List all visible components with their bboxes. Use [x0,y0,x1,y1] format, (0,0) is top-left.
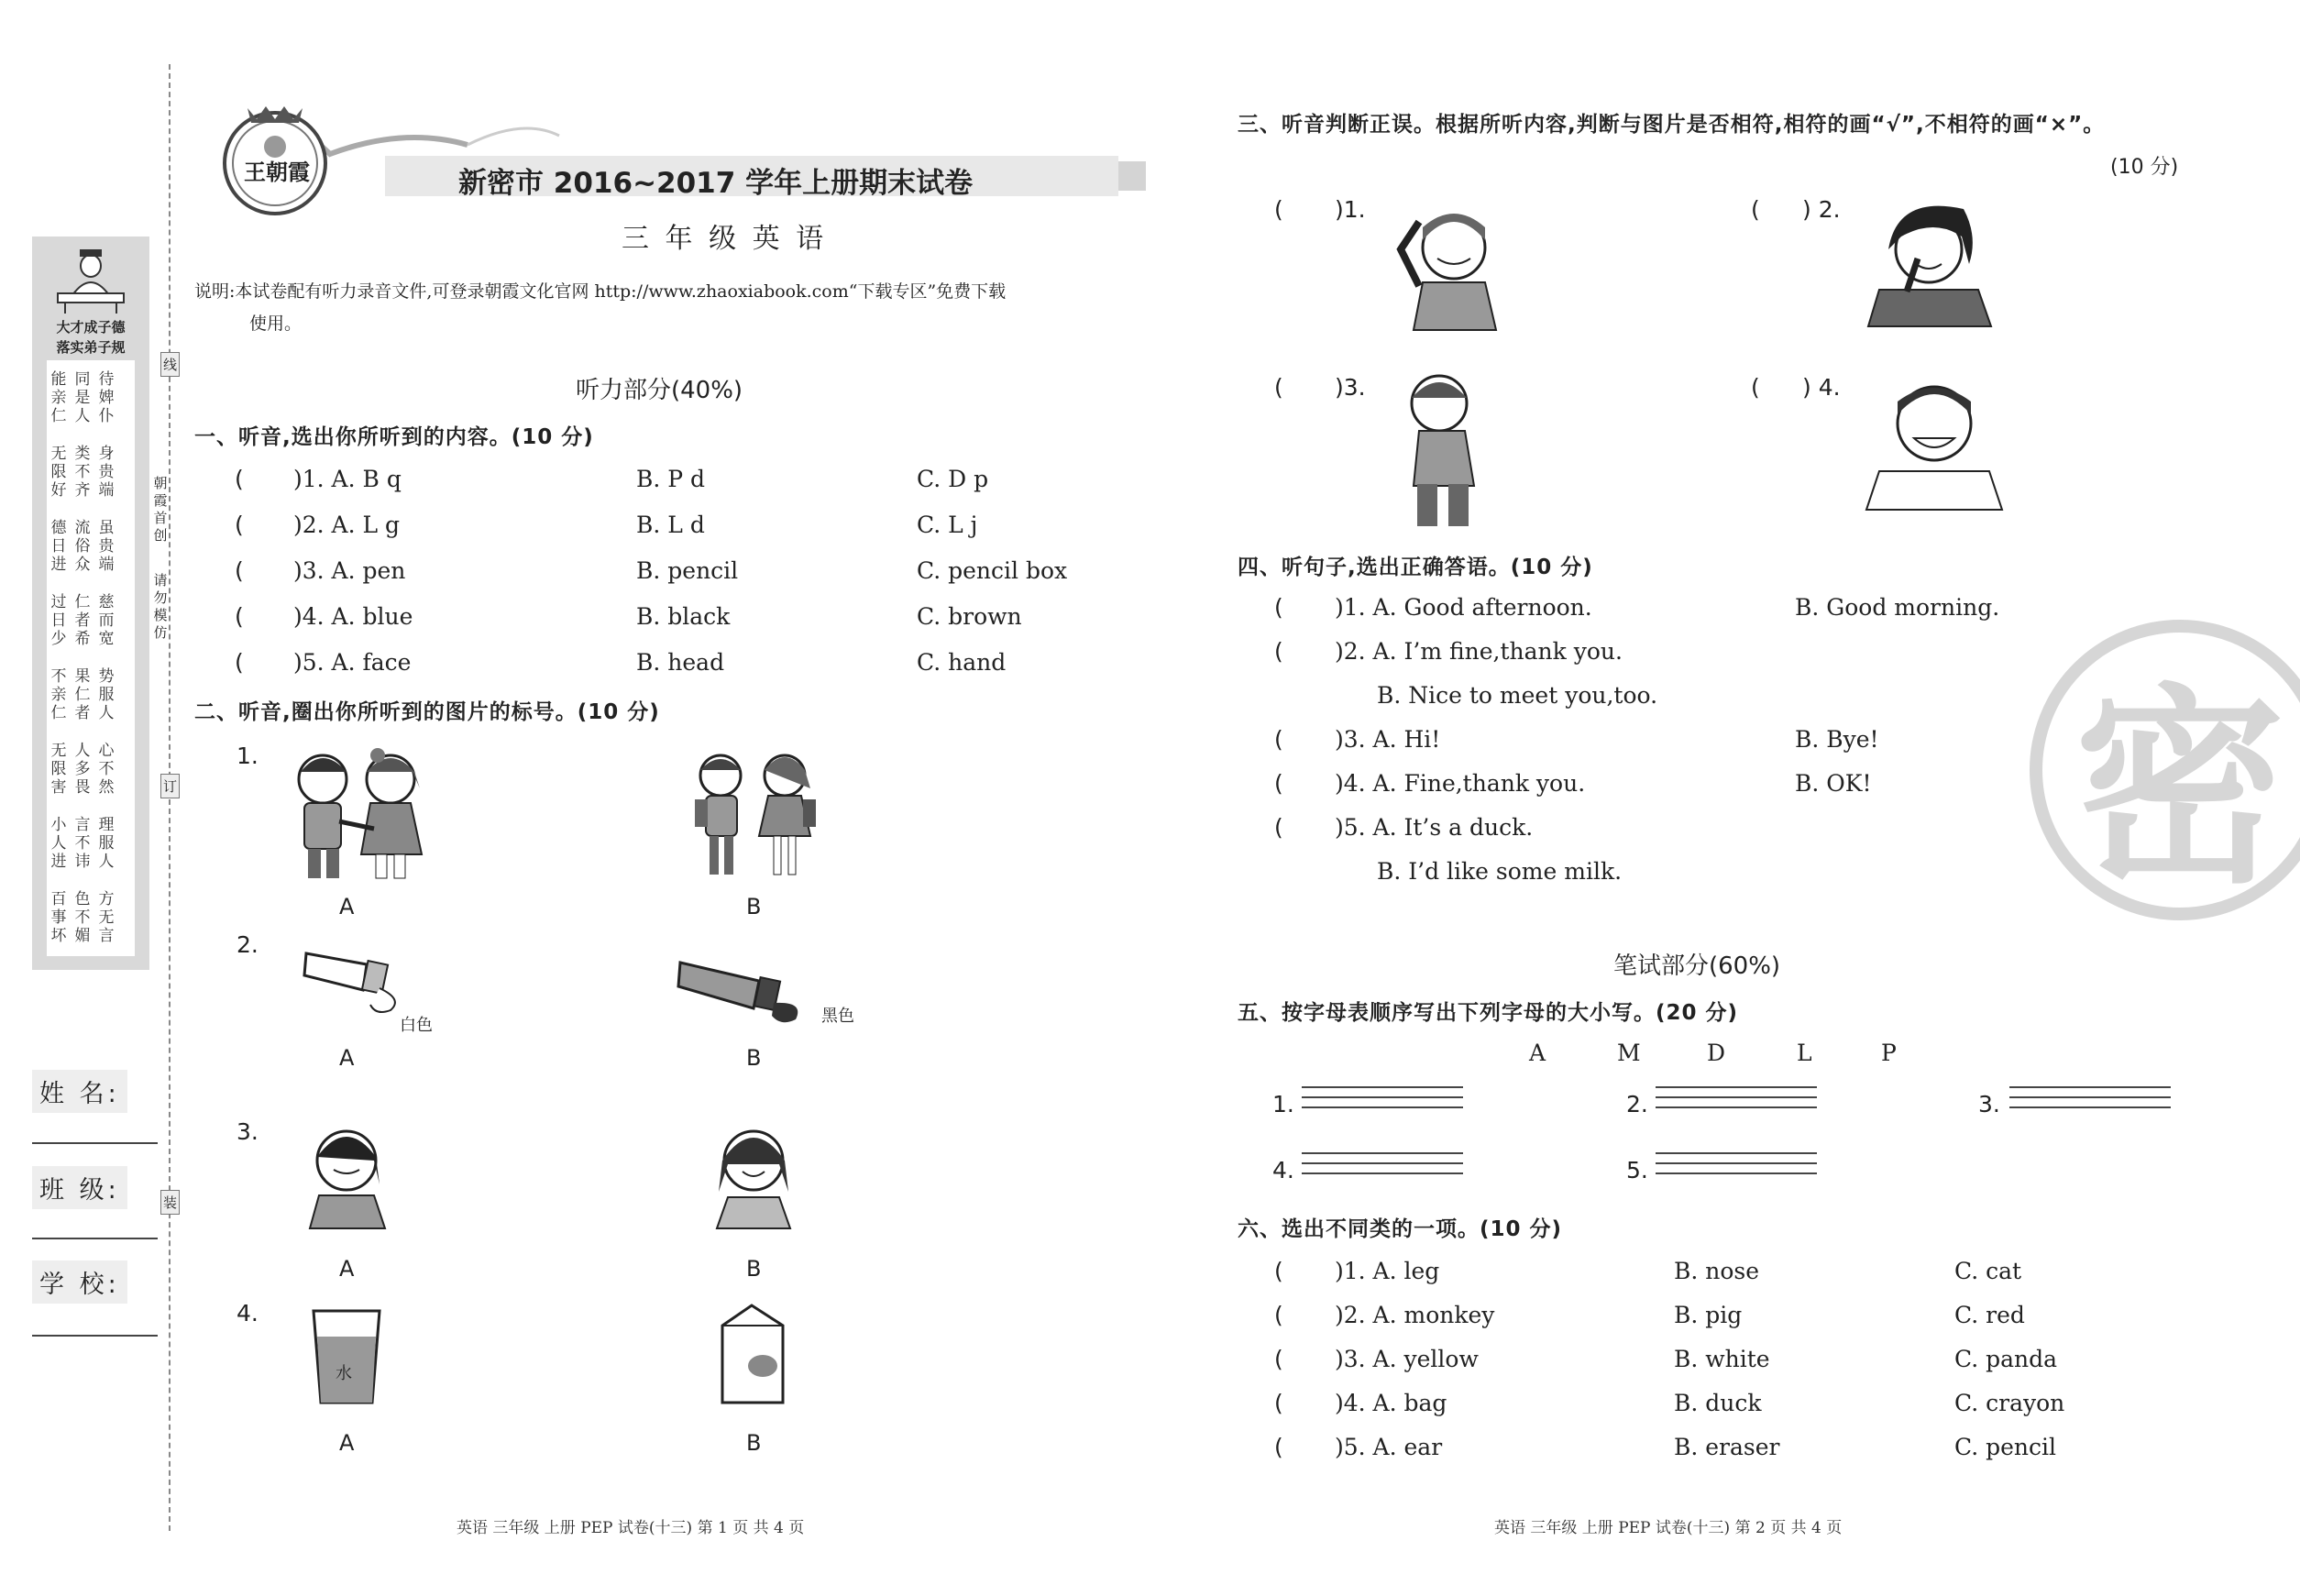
boy-touching-head-image [1382,194,1529,332]
class-label: 班 级: [32,1166,127,1209]
exam-note: 说明:本试卷配有听力录音文件,可登录朝霞文化官网 http://www.zhaoxiabook.com“下载专区”免费下载 [194,281,1007,302]
bind-mark-1: 线 [160,352,180,377]
writing-lines-3[interactable] [2009,1078,2171,1108]
name-field[interactable] [32,1142,158,1144]
part1-title: 一、听音,选出你所听到的内容。(10 分) [194,425,594,449]
part4-option-a: )2. A. I’m fine,thank you. [1335,638,1623,665]
black-paint-tube-image [677,953,814,1027]
part6-option-c: C. red [1954,1302,2025,1328]
part2-num-3: 3. [237,1118,259,1145]
part5-num-3: 3. [1978,1091,2000,1117]
part6-option-b: B. pig [1674,1302,1743,1328]
water-label: 水 [336,1364,352,1383]
boy-touching-nose-image [1861,191,1998,328]
handshake-kids-image [275,744,440,882]
part6-option-a: )2. A. monkey [1335,1302,1495,1328]
answer-bracket[interactable]: ( [1274,814,1283,841]
side-note-1: 朝 霞 首 创 [153,475,168,544]
name-label: 姓 名: [32,1070,127,1113]
part1-option-c: C. L j [917,512,978,538]
motto-text: 慈 而 宽 [98,593,115,648]
answer-bracket[interactable]: ( [1274,1258,1283,1284]
part1-option-a: )5. A. face [293,649,412,676]
part1-option-b: B. black [636,603,731,630]
part3-bracket-4[interactable]: ( [1751,374,1760,401]
part3-bracket-3[interactable]: ( [1274,374,1283,401]
part1-option-b: B. L d [636,512,705,538]
part5-num-2: 2. [1626,1091,1648,1117]
part2-q3-a[interactable]: A [339,1256,355,1282]
watermark-seal [2030,620,2300,920]
bind-mark-2: 订 [160,774,180,798]
answer-bracket[interactable]: ( [1274,594,1283,621]
part1-option-a: )2. A. L g [293,512,401,538]
answer-bracket[interactable]: ( [1274,1346,1283,1372]
part4-option-b: B. Nice to meet you,too. [1377,682,1658,709]
brand-logo: 王朝霞 [244,159,310,185]
part3-bracket-2[interactable]: ( [1751,196,1760,223]
watermark-seal-text: 密 [2074,666,2285,912]
motto-text: 理 服 人 [98,816,115,871]
answer-bracket[interactable]: ( [235,649,244,676]
answer-bracket[interactable]: ( [1274,1302,1283,1328]
class-field[interactable] [32,1238,158,1239]
part6-option-a: )1. A. leg [1335,1258,1440,1284]
answer-bracket[interactable]: ( [1274,770,1283,797]
footer-left: 英语 三年级 上册 PEP 试卷(十三) 第 1 页 共 4 页 [457,1519,805,1537]
part6-option-a: )3. A. yellow [1335,1346,1479,1372]
part6-option-c: C. crayon [1954,1390,2065,1416]
writing-lines-5[interactable] [1656,1144,1817,1174]
part2-q2-a[interactable]: A [339,1045,355,1071]
answer-bracket[interactable]: ( [1274,1434,1283,1460]
motto-text: 德 日 进 [50,519,67,574]
writing-lines-4[interactable] [1302,1144,1463,1174]
answer-bracket[interactable]: ( [1274,638,1283,665]
exam-subtitle: 三 年 级 英 语 [622,223,828,255]
answer-bracket[interactable]: ( [235,603,244,630]
part2-q1-b[interactable]: B [746,894,762,919]
motto-text: 过 日 少 [50,593,67,648]
part4-option-a: )4. A. Fine,thank you. [1335,770,1586,797]
part3-num-1: )1. [1335,196,1366,223]
part3-num-2: ) 2. [1802,196,1841,223]
boy-touching-knees-image [1382,367,1520,532]
answer-bracket[interactable]: ( [235,512,244,538]
school-label: 学 校: [32,1260,127,1304]
milk-carton-image [706,1302,798,1412]
exam-note-cont: 使用。 [249,314,303,334]
motto-text: 方 无 言 [98,890,115,945]
part6-option-c: C. panda [1954,1346,2058,1372]
part6-option-b: B. eraser [1674,1434,1780,1460]
part4-option-a: )5. A. It’s a duck. [1335,814,1534,841]
white-color-label: 白色 [400,1016,433,1035]
part1-option-a: )4. A. blue [293,603,413,630]
motto-text: 虽 贵 端 [98,519,115,574]
part1-option-c: C. brown [917,603,1022,630]
motto-text: 待 婢 仆 [98,370,115,425]
writing-lines-2[interactable] [1656,1078,1817,1108]
part4-option-a: )3. A. Hi! [1335,726,1441,753]
motto-text: 无 限 害 [50,742,67,797]
part4-title: 四、听句子,选出正确答语。(10 分) [1238,556,1593,579]
part6-option-c: C. cat [1954,1258,2022,1284]
black-color-label: 黑色 [821,1007,854,1026]
school-field[interactable] [32,1335,158,1337]
part1-option-a: )3. A. pen [293,557,406,584]
answer-bracket[interactable]: ( [1274,726,1283,753]
part2-q2-b[interactable]: B [746,1045,762,1071]
part2-num-4: 4. [237,1300,259,1326]
motto-text: 势 服 人 [98,667,115,722]
listening-title: 听力部分(40%) [576,377,743,404]
part2-q1-a[interactable]: A [339,894,355,919]
part6-option-b: B. white [1674,1346,1770,1372]
part3-num-4: ) 4. [1802,374,1841,401]
motto-text: 百 事 坏 [50,890,67,945]
smiling-boy-image [1861,365,2008,512]
answer-bracket[interactable]: ( [235,557,244,584]
part5-num-4: 4. [1272,1157,1294,1183]
part5-num-1: 1. [1272,1091,1294,1117]
part3-score: (10 分) [2110,156,2179,179]
part2-num-2: 2. [237,931,259,958]
part1-option-b: B. P d [636,466,706,492]
motto-text: 心 不 然 [98,742,115,797]
motto-text: 能 亲 仁 [50,370,67,425]
part2-q4-a[interactable]: A [339,1430,355,1456]
part4-option-b: B. Good morning. [1795,594,2000,621]
part5-title: 五、按字母表顺序写出下列字母的大小写。(20 分) [1238,1001,1739,1025]
slogan-line-1: 大才成子德 [56,319,126,336]
motto-text: 类 不 齐 [74,445,91,500]
part4-option-b: B. OK! [1795,770,1872,797]
part5-letter: L [1797,1040,1812,1066]
part5-num-5: 5. [1626,1157,1648,1183]
part6-option-b: B. nose [1674,1258,1760,1284]
part5-letter: A [1529,1040,1546,1066]
motto-text: 流 俗 众 [74,519,91,574]
part1-option-a: )1. A. B q [293,466,402,492]
part1-option-b: B. pencil [636,557,739,584]
answer-bracket[interactable]: ( [1274,1390,1283,1416]
writing-lines-1[interactable] [1302,1078,1463,1108]
part2-title: 二、听音,圈出你所听到的图片的标号。(10 分) [194,700,660,724]
part1-option-c: C. hand [917,649,1007,676]
motto-text: 身 贵 端 [98,445,115,500]
part1-option-b: B. head [636,649,725,676]
part3-bracket-1[interactable]: ( [1274,196,1283,223]
part4-option-a: )1. A. Good afternoon. [1335,594,1592,621]
part5-letter: P [1881,1040,1897,1066]
motto-text: 色 不 媚 [74,890,91,945]
footer-right: 英语 三年级 上册 PEP 试卷(十三) 第 2 页 共 4 页 [1494,1519,1843,1537]
part5-letter: M [1617,1040,1641,1066]
motto-text: 仁 者 希 [74,593,91,648]
white-paint-tube-image [303,944,403,1018]
motto-text: 言 不 讳 [74,816,91,871]
bind-mark-3: 装 [160,1190,180,1215]
part4-option-b: B. I’d like some milk. [1377,858,1623,885]
part2-q4-b[interactable]: B [746,1430,762,1456]
motto-text: 小 人 进 [50,816,67,871]
part6-title: 六、选出不同类的一项。(10 分) [1238,1217,1563,1241]
part2-num-1: 1. [237,743,259,769]
motto-text: 人 多 畏 [74,742,91,797]
glass-of-water-image [310,1307,383,1408]
motto-text: 果 仁 者 [74,667,91,722]
motto-text: 同 是 人 [74,370,91,425]
part4-option-b: B. Bye! [1795,726,1879,753]
part5-letter: D [1707,1040,1726,1066]
part1-option-c: C. pencil box [917,557,1068,584]
part6-option-a: )4. A. bag [1335,1390,1447,1416]
part3-num-3: )3. [1335,374,1366,401]
part3-title: 三、听音判断正误。根据所听内容,判断与图片是否相符,相符的画“√”,不相符的画“×”。 [1238,113,2106,137]
girl-touching-face-image [708,1120,799,1230]
writing-title: 笔试部分(60%) [1613,952,1781,980]
motto-text: 不 亲 仁 [50,667,67,722]
part1-option-c: C. D p [917,466,989,492]
answer-bracket[interactable]: ( [235,466,244,492]
girl-touching-ear-image [301,1120,392,1230]
kids-with-backpacks-image [684,744,821,882]
motto-text: 无 限 好 [50,445,67,500]
part2-q3-b[interactable]: B [746,1256,762,1282]
scholar-illustration [52,242,129,315]
exam-title: 新密市 2016~2017 学年上册期末试卷 [458,167,974,200]
part6-option-c: C. pencil [1954,1434,2057,1460]
part6-option-b: B. duck [1674,1390,1762,1416]
slogan-line-2: 落实弟子规 [56,339,126,356]
part6-option-a: )5. A. ear [1335,1434,1443,1460]
side-note-2: 请 勿 模 仿 [153,572,168,641]
